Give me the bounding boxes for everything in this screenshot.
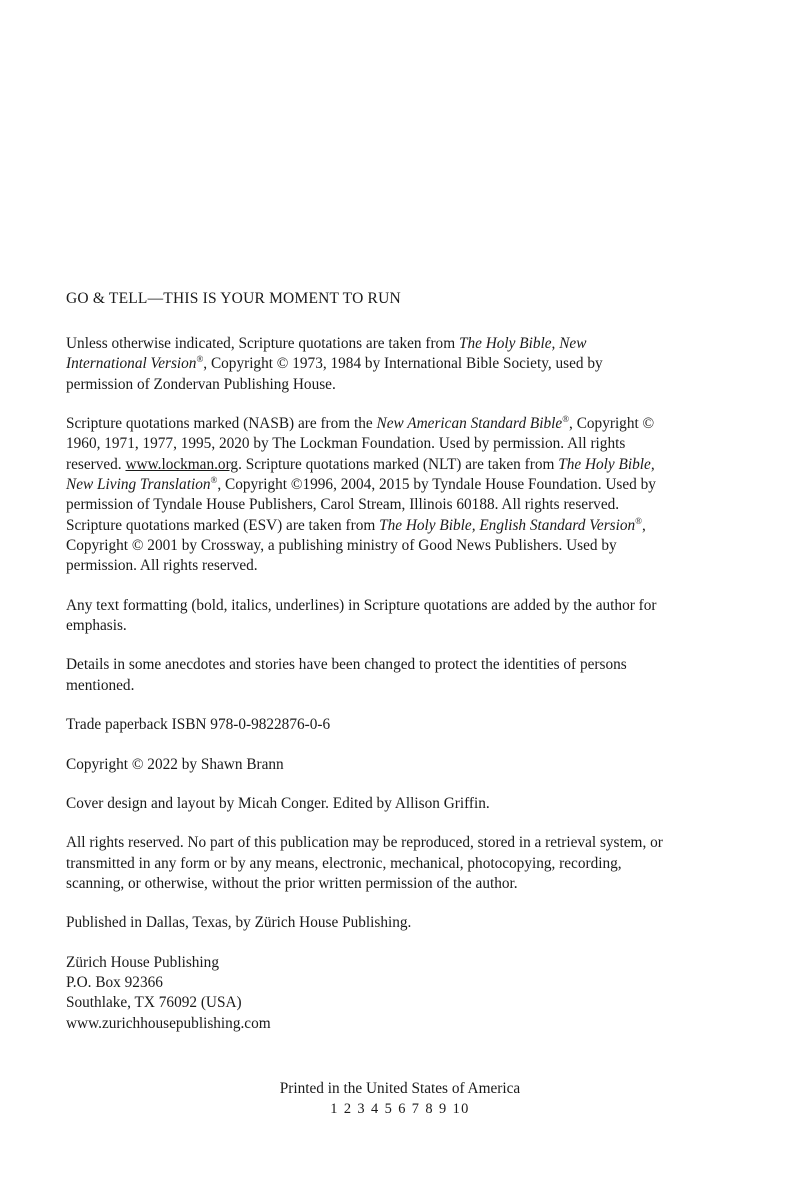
publisher-po-box: P.O. Box 92366 — [66, 973, 163, 991]
printed-in-line: Printed in the United States of America — [279, 1080, 521, 1097]
page-title: GO & TELL—THIS IS YOUR MOMENT TO RUN — [66, 290, 401, 307]
lockman-link[interactable]: www.lockman.org — [125, 455, 239, 473]
nasb-version-title: New American Standard Bible — [376, 415, 563, 433]
esv-version-title: The Holy Bible, English Standard Version — [379, 516, 636, 534]
esv-registered-mark: ® — [635, 515, 642, 526]
paragraph-isbn: Trade paperback ISBN 978-0-9822876-0-6 — [66, 716, 331, 734]
nlt-text-part3: . Scripture quotations marked (NLT) are taken from — [238, 455, 559, 473]
publisher-website[interactable]: www.zurichhousepublishing.com — [66, 1014, 271, 1032]
niv-text-part1: Unless otherwise indicated, Scripture quotations are taken from — [66, 335, 459, 352]
nasb-text-part1: Scripture quotations marked (NASB) are from the — [66, 415, 377, 433]
page-footer — [0, 1078, 800, 1120]
esv-text-part5: , Copyright © 2001 by Crossway, a publishing ministry of Good News Publishers. Used by permission. All rights reserved. — [66, 516, 646, 575]
print-number-line: 1 2 3 4 5 6 7 8 9 10 — [330, 1101, 470, 1118]
paragraph-credits: Cover design and layout by Micah Conger. Edited by Allison Griffin. — [66, 794, 490, 812]
paragraph-anecdotes-note: Details in some anecdotes and stories have been changed to protect the identities of persons mentioned. — [66, 656, 627, 694]
niv-text-part2: , Copyright © 1973, 1984 by International Bible Society, used by permission of Zondervan Publishing House. — [66, 355, 603, 393]
nasb-registered-mark: ® — [562, 413, 570, 424]
nasb-text-part2: , Copyright © 1960, 1971, 1977, 1995, 2020 by The Lockman Foundation. Used by permission. All rights reserved. — [66, 415, 655, 473]
nlt-registered-mark: ® — [210, 474, 218, 485]
niv-version-title: The Holy Bible, New International Version — [66, 335, 587, 373]
publisher-name: Zürich House Publishing — [66, 953, 219, 971]
copyright-page — [66, 290, 666, 1034]
paragraph-published: Published in Dallas, Texas, by Zürich House Publishing. — [66, 914, 412, 932]
nlt-text-part4: , Copyright ©1996, 2004, 2015 by Tyndale House Foundation. Used by permission of Tyndale House Publishers, Carol Stream, Illinois 60188. All rights reserved. Scripture quotations marked (ESV) are taken from — [66, 476, 656, 534]
paragraph-formatting-note: Any text formatting (bold, italics, underlines) in Scripture quotations are added by the author for emphasis. — [66, 596, 657, 635]
nlt-version-title: The Holy Bible, New Living Translation — [66, 455, 655, 494]
publisher-city-state: Southlake, TX 76092 (USA) — [66, 994, 242, 1012]
paragraph-niv-credit — [66, 334, 666, 395]
paragraph-rights-reserved: All rights reserved. No part of this publication may be reproduced, stored in a retrieval system, or transmitted in any form or by any means, electronic, mechanical, photocopying, recording, scanning, or otherwise, without the prior written permission of the author. — [66, 834, 663, 892]
paragraph-copyright: Copyright © 2022 by Shawn Brann — [66, 755, 284, 773]
publisher-address — [66, 953, 666, 1034]
paragraph-versions-credit — [66, 414, 666, 577]
niv-registered-mark: ® — [196, 354, 204, 365]
